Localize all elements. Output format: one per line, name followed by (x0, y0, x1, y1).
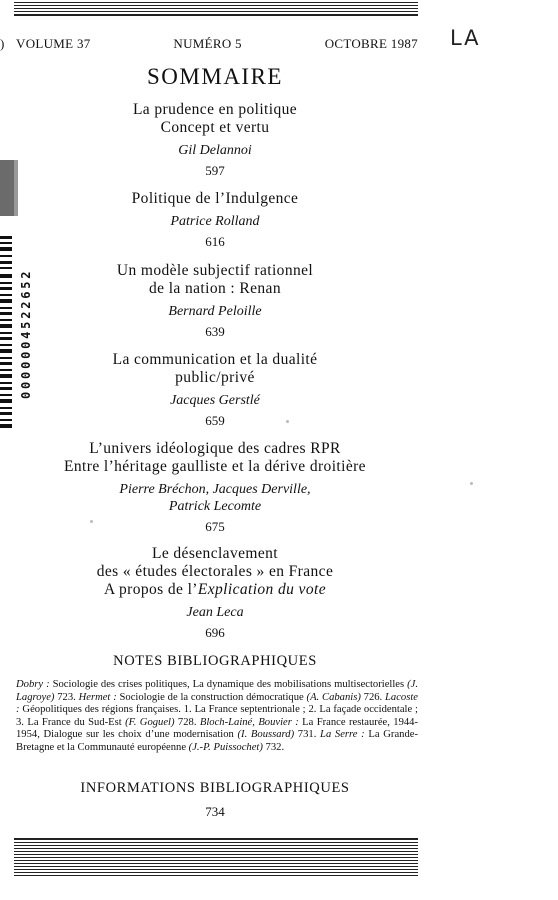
volume: VOLUME 37 (16, 36, 91, 51)
note-text: 731. (294, 729, 321, 740)
article-page: 639 (205, 324, 225, 339)
article-author: Jacques Gerstlé (170, 393, 260, 408)
note-reference-italic: Bloch-Lainé, Bouvier : (199, 716, 299, 728)
article-author: Pierre Bréchon, Jacques Derville, Patrick Lecomte (119, 482, 311, 514)
speck (470, 482, 473, 485)
article-page: 696 (205, 625, 225, 640)
article-title: La prudence en politique Concept et vertu (132, 101, 298, 136)
note-reference-italic: Lacoste : (16, 691, 418, 715)
issue-number: NUMÉRO 5 (173, 36, 242, 51)
barcode-digits: 0000004522652 (19, 268, 33, 400)
edge-bracket: ) (0, 36, 5, 51)
article-title: La communication et la dualité public/privé (112, 351, 318, 386)
bottom-rules (14, 838, 418, 878)
masthead (16, 36, 418, 52)
note-reference-italic: (I. Boussard) (237, 729, 295, 740)
note-text: 732. (262, 741, 285, 753)
top-rules (14, 2, 418, 18)
article-title: L’univers idéologique des cadres RPR Entre l’héritage gaulliste et la dérive droitière (64, 440, 366, 475)
article-page: 675 (205, 519, 225, 534)
article-author: Gil Delannoi (178, 143, 252, 158)
page-title: SOMMAIRE (147, 64, 283, 89)
info-heading: INFORMATIONS BIBLIOGRAPHIQUES (80, 780, 350, 796)
speck (286, 420, 289, 423)
article-entry (0, 190, 430, 250)
note-reference-italic: La Serre : (320, 729, 365, 740)
article-entry (0, 101, 430, 179)
article-page: 597 (205, 163, 225, 178)
note-text: Sociologie de la construction démocratique (116, 691, 307, 703)
article-author: Jean Leca (186, 605, 244, 620)
notes-heading: NOTES BIBLIOGRAPHIQUES (113, 653, 317, 669)
note-reference-italic: (J. Lagroye) (16, 679, 419, 703)
article-title: Le désenclavement des « études électorales » en France A propos de l’Explication du vote (96, 545, 334, 598)
article-entry (0, 440, 430, 535)
note-reference-italic: (J.-P. Puissochet) (188, 741, 263, 753)
note-text: Géopolitiques des régions françaises. 1. La France septentrionale ; 2. La façade occidentale ; 3. La France du Sud-Est (16, 704, 418, 728)
note-text: 723. (54, 691, 79, 703)
article-entry (0, 351, 430, 429)
note-text: Sociologie des crises politiques, La dynamique des mobilisations multisectorielles (49, 679, 408, 690)
note-text: 726. (360, 691, 386, 703)
note-text: La France restaurée, 1944-1954, Dialogue sur les choix d’une modernisation (16, 716, 418, 740)
note-reference-italic: (F. Goguel) (125, 716, 175, 728)
info-page: 734 (205, 804, 225, 819)
article-page: 659 (205, 413, 225, 428)
note-reference-italic: Hermet : (78, 691, 117, 703)
article-title: Politique de l’Indulgence (131, 190, 299, 207)
handwritten-mark: LA (450, 26, 481, 50)
note-reference-italic: (A. Cabanis) (306, 691, 361, 703)
note-reference-italic: Dobry : (16, 679, 50, 690)
article-author: Patrice Rolland (170, 214, 260, 229)
article-page: 616 (205, 234, 225, 249)
issue-date: OCTOBRE 1987 (324, 36, 418, 51)
note-text: La Grande-Bretagne et la Communauté européenne (16, 729, 418, 753)
article-author: Bernard Peloille (168, 304, 262, 319)
speck (90, 520, 93, 523)
article-entry (0, 545, 430, 641)
note-text: 728. (174, 716, 200, 728)
article-title: Un modèle subjectif rationnel de la nation : Renan (116, 262, 314, 297)
notes-body (16, 679, 418, 754)
article-entry (0, 262, 430, 340)
